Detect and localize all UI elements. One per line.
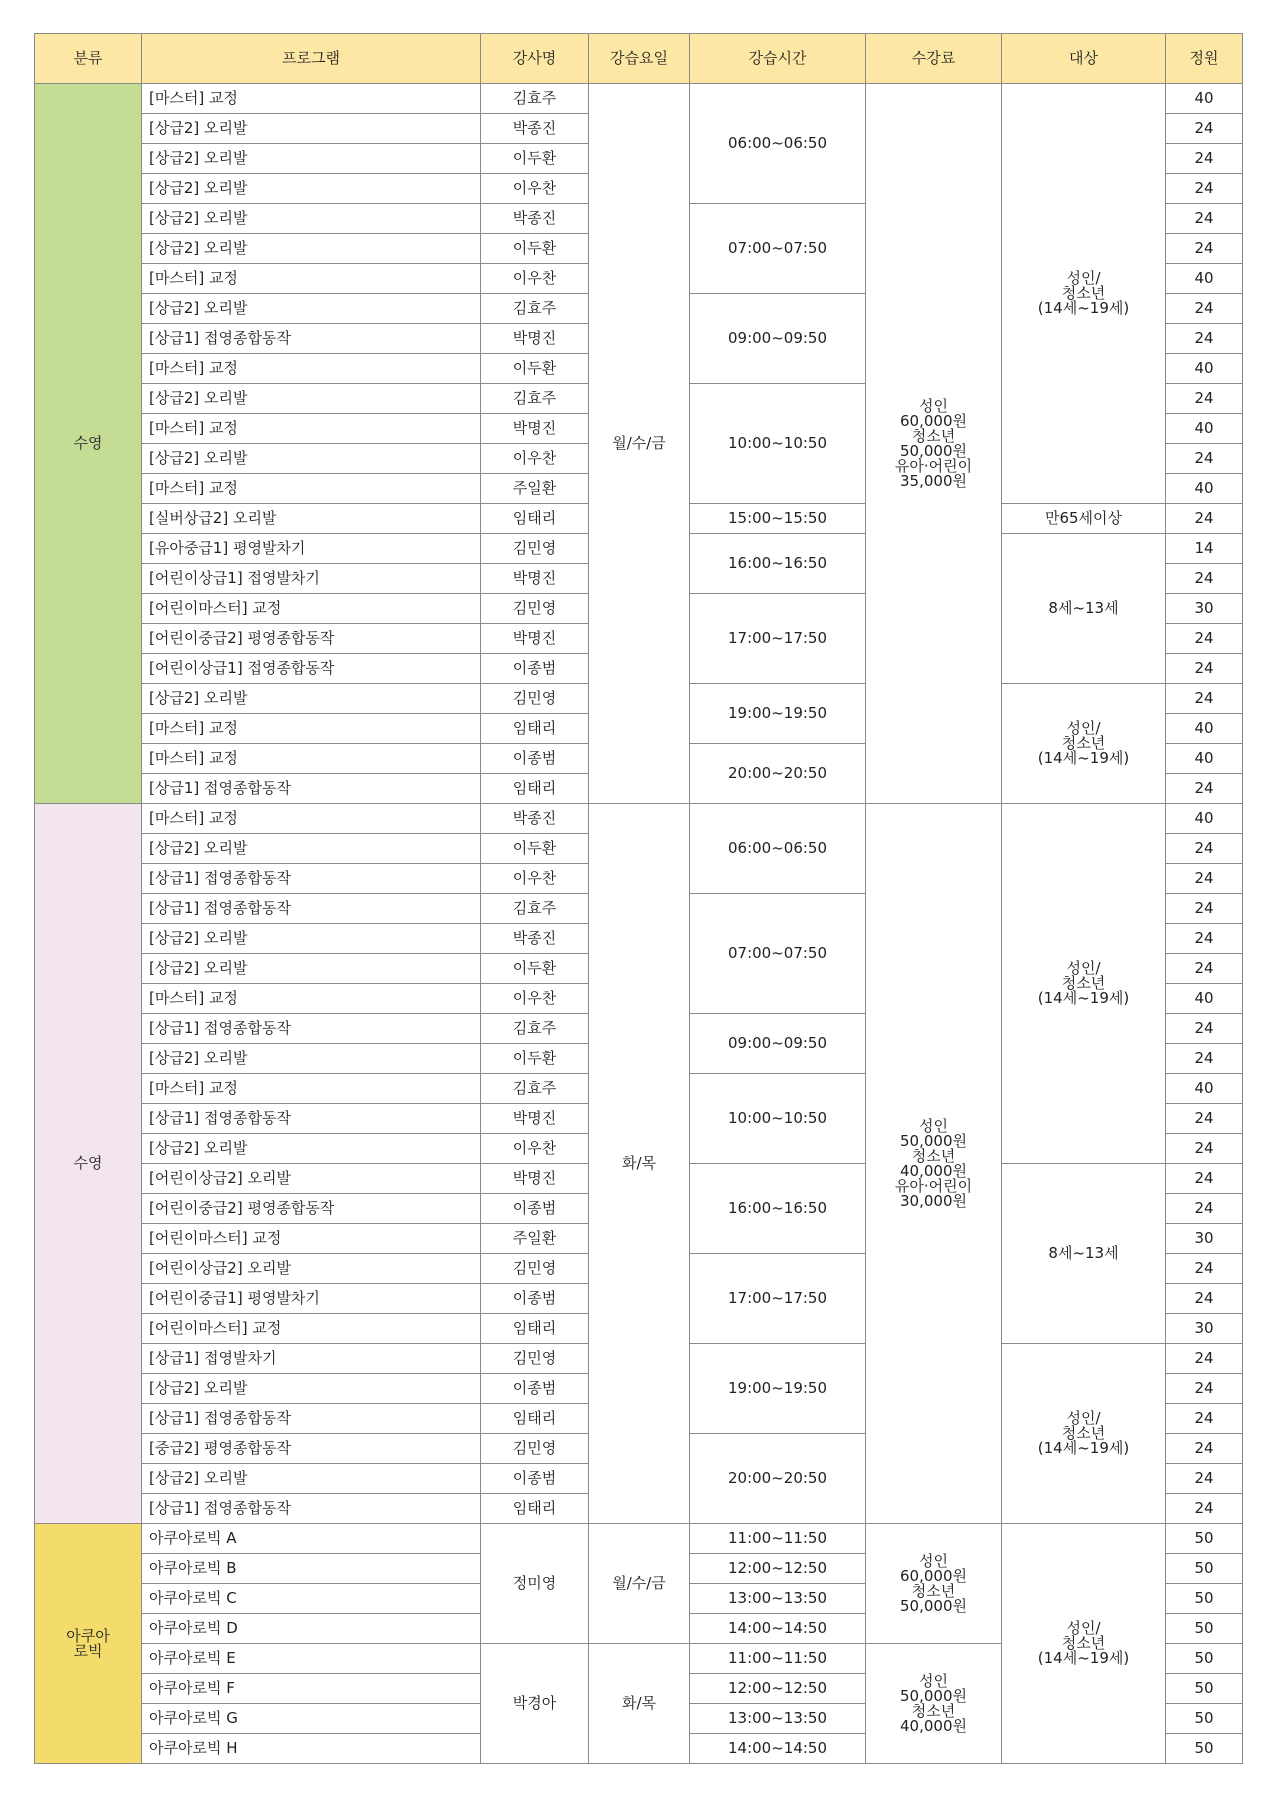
time-cell: 10:00~10:50: [690, 384, 866, 504]
program-cell: [마스터] 교정: [142, 1074, 481, 1104]
instructor-cell: 김민영: [481, 594, 589, 624]
capacity-cell: 24: [1166, 1134, 1243, 1164]
instructor-cell: 김민영: [481, 1254, 589, 1284]
capacity-cell: 24: [1166, 1374, 1243, 1404]
days-cell: 월/수/금: [589, 84, 690, 804]
program-cell: [어린이중급1] 평영발차기: [142, 1284, 481, 1314]
instructor-cell: 임태리: [481, 714, 589, 744]
program-cell: 아쿠아로빅 D: [142, 1614, 481, 1644]
header-category: 분류: [35, 34, 142, 84]
schedule-sheet: [34, 33, 1242, 1764]
time-cell: 13:00~13:50: [690, 1704, 866, 1734]
program-cell: [상급1] 접영발차기: [142, 1344, 481, 1374]
program-cell: 아쿠아로빅 G: [142, 1704, 481, 1734]
program-cell: [어린이상급2] 오리발: [142, 1164, 481, 1194]
capacity-cell: 24: [1166, 894, 1243, 924]
program-cell: [마스터] 교정: [142, 264, 481, 294]
instructor-cell: 이두환: [481, 354, 589, 384]
program-cell: [어린이상급1] 접영종합동작: [142, 654, 481, 684]
category-cell: 수영: [35, 804, 142, 1524]
capacity-cell: 50: [1166, 1614, 1243, 1644]
capacity-cell: 30: [1166, 1224, 1243, 1254]
program-cell: [상급2] 오리발: [142, 834, 481, 864]
table-row: [35, 804, 1243, 834]
program-cell: [상급2] 오리발: [142, 204, 481, 234]
capacity-cell: 24: [1166, 834, 1243, 864]
fee-cell: 성인 50,000원 청소년 40,000원: [866, 1644, 1002, 1764]
days-cell: 화/목: [589, 804, 690, 1524]
time-cell: 07:00~07:50: [690, 894, 866, 1014]
instructor-cell: 박명진: [481, 564, 589, 594]
instructor-cell: 이종범: [481, 654, 589, 684]
capacity-cell: 24: [1166, 924, 1243, 954]
capacity-cell: 14: [1166, 534, 1243, 564]
time-cell: 14:00~14:50: [690, 1614, 866, 1644]
program-cell: [상급1] 접영종합동작: [142, 1404, 481, 1434]
time-cell: 15:00~15:50: [690, 504, 866, 534]
program-cell: [상급1] 접영종합동작: [142, 1014, 481, 1044]
program-cell: [상급2] 오리발: [142, 954, 481, 984]
program-cell: [상급2] 오리발: [142, 1464, 481, 1494]
capacity-cell: 24: [1166, 294, 1243, 324]
instructor-cell: 이종범: [481, 1374, 589, 1404]
instructor-cell: 박종진: [481, 204, 589, 234]
header-days: 강습요일: [589, 34, 690, 84]
program-cell: [마스터] 교정: [142, 414, 481, 444]
instructor-cell: 이우찬: [481, 984, 589, 1014]
program-cell: 아쿠아로빅 F: [142, 1674, 481, 1704]
instructor-cell: 김효주: [481, 1074, 589, 1104]
program-cell: [상급2] 오리발: [142, 1134, 481, 1164]
target-cell: 성인/ 청소년 (14세~19세): [1002, 1344, 1166, 1524]
capacity-cell: 50: [1166, 1554, 1243, 1584]
program-cell: [상급2] 오리발: [142, 234, 481, 264]
program-cell: [상급2] 오리발: [142, 144, 481, 174]
program-cell: [어린이마스터] 교정: [142, 594, 481, 624]
program-cell: [상급2] 오리발: [142, 174, 481, 204]
time-cell: 06:00~06:50: [690, 804, 866, 894]
capacity-cell: 24: [1166, 324, 1243, 354]
program-cell: [어린이마스터] 교정: [142, 1224, 481, 1254]
capacity-cell: 50: [1166, 1674, 1243, 1704]
fee-cell: 성인 60,000원 청소년 50,000원: [866, 1524, 1002, 1644]
capacity-cell: 24: [1166, 1014, 1243, 1044]
capacity-cell: 30: [1166, 594, 1243, 624]
program-cell: [유아중급1] 평영발차기: [142, 534, 481, 564]
instructor-cell: 이종범: [481, 1284, 589, 1314]
program-cell: [마스터] 교정: [142, 474, 481, 504]
instructor-cell: 임태리: [481, 774, 589, 804]
program-cell: 아쿠아로빅 C: [142, 1584, 481, 1614]
capacity-cell: 50: [1166, 1644, 1243, 1674]
program-cell: [상급2] 오리발: [142, 114, 481, 144]
instructor-cell: 박명진: [481, 1164, 589, 1194]
category-cell: 수영: [35, 84, 142, 804]
table-row: [35, 84, 1243, 114]
program-cell: 아쿠아로빅 A: [142, 1524, 481, 1554]
instructor-cell: 이두환: [481, 954, 589, 984]
instructor-cell: 이두환: [481, 234, 589, 264]
header-time: 강습시간: [690, 34, 866, 84]
capacity-cell: 24: [1166, 1404, 1243, 1434]
header-fee: 수강료: [866, 34, 1002, 84]
program-cell: [실버상급2] 오리발: [142, 504, 481, 534]
time-cell: 11:00~11:50: [690, 1644, 866, 1674]
instructor-cell: 박종진: [481, 924, 589, 954]
header-instructor: 강사명: [481, 34, 589, 84]
time-cell: 16:00~16:50: [690, 534, 866, 594]
capacity-cell: 40: [1166, 84, 1243, 114]
instructor-cell: 이종범: [481, 1194, 589, 1224]
target-cell: 성인/ 청소년 (14세~19세): [1002, 804, 1166, 1164]
capacity-cell: 24: [1166, 624, 1243, 654]
program-cell: [마스터] 교정: [142, 984, 481, 1014]
instructor-cell: 주일환: [481, 474, 589, 504]
instructor-cell: 박명진: [481, 414, 589, 444]
instructor-cell: 박종진: [481, 804, 589, 834]
instructor-cell: 박명진: [481, 324, 589, 354]
capacity-cell: 24: [1166, 954, 1243, 984]
capacity-cell: 50: [1166, 1524, 1243, 1554]
time-cell: 07:00~07:50: [690, 204, 866, 294]
program-cell: [마스터] 교정: [142, 744, 481, 774]
time-cell: 19:00~19:50: [690, 684, 866, 744]
time-cell: 16:00~16:50: [690, 1164, 866, 1254]
capacity-cell: 24: [1166, 564, 1243, 594]
capacity-cell: 24: [1166, 174, 1243, 204]
time-cell: 09:00~09:50: [690, 1014, 866, 1074]
instructor-cell: 박명진: [481, 1104, 589, 1134]
time-cell: 14:00~14:50: [690, 1734, 866, 1764]
program-cell: [어린이상급2] 오리발: [142, 1254, 481, 1284]
program-cell: [상급2] 오리발: [142, 924, 481, 954]
instructor-cell: 김민영: [481, 1344, 589, 1374]
program-cell: 아쿠아로빅 H: [142, 1734, 481, 1764]
time-cell: 09:00~09:50: [690, 294, 866, 384]
capacity-cell: 40: [1166, 264, 1243, 294]
capacity-cell: 40: [1166, 984, 1243, 1014]
program-cell: [상급1] 접영종합동작: [142, 324, 481, 354]
header-target: 대상: [1002, 34, 1166, 84]
program-cell: [상급2] 오리발: [142, 444, 481, 474]
program-cell: [상급1] 접영종합동작: [142, 1494, 481, 1524]
program-cell: [마스터] 교정: [142, 714, 481, 744]
capacity-cell: 40: [1166, 414, 1243, 444]
instructor-cell: 정미영: [481, 1524, 589, 1644]
instructor-cell: 이우찬: [481, 444, 589, 474]
instructor-cell: 김효주: [481, 894, 589, 924]
capacity-cell: 24: [1166, 144, 1243, 174]
capacity-cell: 24: [1166, 1254, 1243, 1284]
program-cell: [상급2] 오리발: [142, 294, 481, 324]
capacity-cell: 24: [1166, 234, 1243, 264]
instructor-cell: 김효주: [481, 384, 589, 414]
program-cell: [상급1] 접영종합동작: [142, 864, 481, 894]
instructor-cell: 임태리: [481, 1494, 589, 1524]
capacity-cell: 24: [1166, 1464, 1243, 1494]
capacity-cell: 24: [1166, 1164, 1243, 1194]
program-cell: [상급1] 접영종합동작: [142, 894, 481, 924]
time-cell: 12:00~12:50: [690, 1674, 866, 1704]
capacity-cell: 40: [1166, 354, 1243, 384]
time-cell: 17:00~17:50: [690, 1254, 866, 1344]
instructor-cell: 김민영: [481, 1434, 589, 1464]
capacity-cell: 30: [1166, 1314, 1243, 1344]
program-cell: [어린이마스터] 교정: [142, 1314, 481, 1344]
capacity-cell: 24: [1166, 114, 1243, 144]
time-cell: 20:00~20:50: [690, 1434, 866, 1524]
target-cell: 성인/ 청소년 (14세~19세): [1002, 1524, 1166, 1764]
capacity-cell: 50: [1166, 1704, 1243, 1734]
time-cell: 17:00~17:50: [690, 594, 866, 684]
instructor-cell: 이종범: [481, 744, 589, 774]
instructor-cell: 박종진: [481, 114, 589, 144]
days-cell: 월/수/금: [589, 1524, 690, 1644]
program-cell: 아쿠아로빅 B: [142, 1554, 481, 1584]
capacity-cell: 24: [1166, 1104, 1243, 1134]
capacity-cell: 40: [1166, 714, 1243, 744]
days-cell: 화/목: [589, 1644, 690, 1764]
program-cell: [상급2] 오리발: [142, 384, 481, 414]
time-cell: 11:00~11:50: [690, 1524, 866, 1554]
instructor-cell: 박명진: [481, 624, 589, 654]
capacity-cell: 40: [1166, 804, 1243, 834]
instructor-cell: 이종범: [481, 1464, 589, 1494]
capacity-cell: 24: [1166, 204, 1243, 234]
time-cell: 12:00~12:50: [690, 1554, 866, 1584]
capacity-cell: 24: [1166, 1194, 1243, 1224]
fee-cell: 성인 60,000원 청소년 50,000원 유아·어린이 35,000원: [866, 84, 1002, 804]
capacity-cell: 40: [1166, 474, 1243, 504]
instructor-cell: 김민영: [481, 534, 589, 564]
program-cell: [상급1] 접영종합동작: [142, 774, 481, 804]
capacity-cell: 50: [1166, 1584, 1243, 1614]
capacity-cell: 40: [1166, 744, 1243, 774]
program-cell: [어린이상급1] 접영발차기: [142, 564, 481, 594]
time-cell: 06:00~06:50: [690, 84, 866, 204]
target-cell: 8세~13세: [1002, 534, 1166, 684]
capacity-cell: 24: [1166, 1434, 1243, 1464]
program-cell: 아쿠아로빅 E: [142, 1644, 481, 1674]
instructor-cell: 이두환: [481, 1044, 589, 1074]
instructor-cell: 이두환: [481, 834, 589, 864]
instructor-cell: 박경아: [481, 1644, 589, 1764]
instructor-cell: 이우찬: [481, 1134, 589, 1164]
capacity-cell: 24: [1166, 1494, 1243, 1524]
program-cell: [상급2] 오리발: [142, 684, 481, 714]
capacity-cell: 24: [1166, 684, 1243, 714]
program-cell: [중급2] 평영종합동작: [142, 1434, 481, 1464]
instructor-cell: 이우찬: [481, 264, 589, 294]
header-capacity: 정원: [1166, 34, 1243, 84]
target-cell: 성인/ 청소년 (14세~19세): [1002, 684, 1166, 804]
time-cell: 19:00~19:50: [690, 1344, 866, 1434]
program-cell: [마스터] 교정: [142, 804, 481, 834]
instructor-cell: 김효주: [481, 294, 589, 324]
instructor-cell: 이우찬: [481, 864, 589, 894]
table-row: [35, 1524, 1243, 1554]
time-cell: 20:00~20:50: [690, 744, 866, 804]
program-cell: [어린이중급2] 평영종합동작: [142, 1194, 481, 1224]
category-cell: 아쿠아 로빅: [35, 1524, 142, 1764]
program-cell: [마스터] 교정: [142, 354, 481, 384]
capacity-cell: 24: [1166, 864, 1243, 894]
header-program: 프로그램: [142, 34, 481, 84]
capacity-cell: 40: [1166, 1074, 1243, 1104]
instructor-cell: 김효주: [481, 1014, 589, 1044]
instructor-cell: 이우찬: [481, 174, 589, 204]
instructor-cell: 임태리: [481, 1314, 589, 1344]
program-cell: [상급1] 접영종합동작: [142, 1104, 481, 1134]
time-cell: 13:00~13:50: [690, 1584, 866, 1614]
program-cell: [어린이중급2] 평영종합동작: [142, 624, 481, 654]
header-row: [35, 34, 1243, 84]
instructor-cell: 주일환: [481, 1224, 589, 1254]
time-cell: 10:00~10:50: [690, 1074, 866, 1164]
fee-cell: 성인 50,000원 청소년 40,000원 유아·어린이 30,000원: [866, 804, 1002, 1524]
capacity-cell: 24: [1166, 504, 1243, 534]
capacity-cell: 50: [1166, 1734, 1243, 1764]
program-cell: [상급2] 오리발: [142, 1374, 481, 1404]
capacity-cell: 24: [1166, 774, 1243, 804]
capacity-cell: 24: [1166, 654, 1243, 684]
program-cell: [상급2] 오리발: [142, 1044, 481, 1074]
capacity-cell: 24: [1166, 444, 1243, 474]
capacity-cell: 24: [1166, 384, 1243, 414]
target-cell: 성인/ 청소년 (14세~19세): [1002, 84, 1166, 504]
capacity-cell: 24: [1166, 1344, 1243, 1374]
instructor-cell: 김효주: [481, 84, 589, 114]
capacity-cell: 24: [1166, 1284, 1243, 1314]
target-cell: 8세~13세: [1002, 1164, 1166, 1344]
instructor-cell: 임태리: [481, 1404, 589, 1434]
target-cell: 만65세이상: [1002, 504, 1166, 534]
instructor-cell: 이두환: [481, 144, 589, 174]
instructor-cell: 임태리: [481, 504, 589, 534]
capacity-cell: 24: [1166, 1044, 1243, 1074]
instructor-cell: 김민영: [481, 684, 589, 714]
schedule-table: [34, 33, 1243, 1764]
program-cell: [마스터] 교정: [142, 84, 481, 114]
